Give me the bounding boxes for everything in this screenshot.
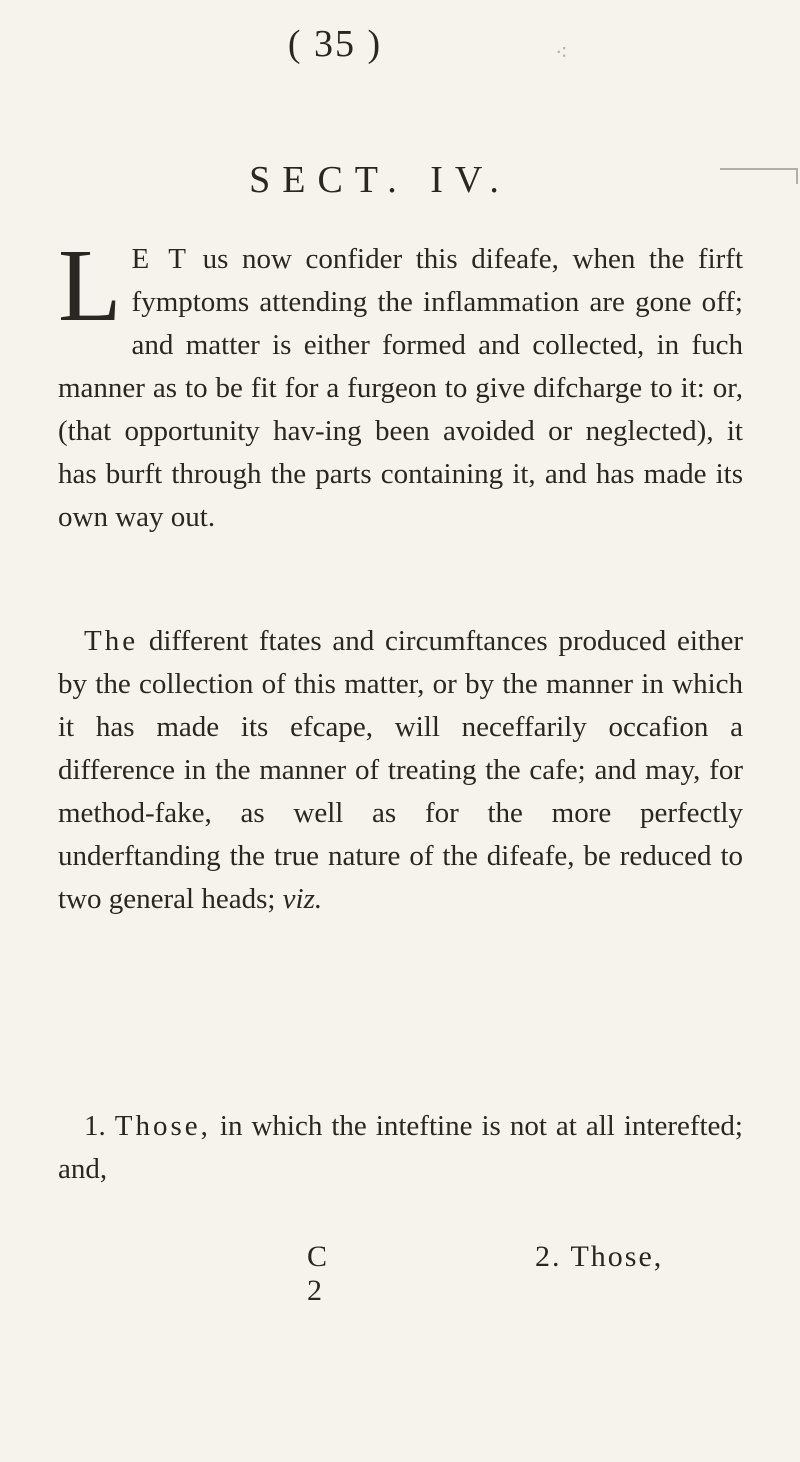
ink-smudge: ⁖	[555, 40, 568, 65]
paragraph-3-text: in which the inteftine is not at all interefted; and,	[58, 1110, 743, 1185]
paragraph-2	[58, 620, 743, 921]
paragraph-2-text: different ftates and circumftances produced either by the collection of this matter, or by the manner in which it has made its efcape, will neceffarily occafion a difference in the manner of treating the cafe; and may, for method-fake, as well as for the more perfectly underftanding the true nature of the difeafe, be reduced to two general heads;	[58, 625, 743, 915]
drop-cap: L	[58, 228, 122, 343]
section-title: SECT. IV.	[249, 159, 511, 201]
paragraph-2-lead: The	[84, 625, 139, 657]
paragraph-1-text: us now confider this difeafe, when the firft fymptoms attending the inflammation are gone off; and matter is either formed and collected, in fuch manner as to be fit for a furgeon to give difcharge to it: or, (that opportunity hav-ing been avoided or neglected), it has burft through the parts containing it, and has made its own way out.	[58, 243, 744, 533]
paragraph-3-lead: Those,	[114, 1110, 211, 1142]
paragraph-1-lead: E T	[131, 243, 190, 275]
corner-mark	[720, 168, 798, 184]
paragraph-2-viz: viz.	[282, 883, 323, 915]
list-number: 1.	[84, 1110, 106, 1142]
paragraph-3	[58, 1105, 743, 1191]
signature-mark: C 2	[307, 1240, 338, 1307]
paragraph-1	[58, 228, 744, 539]
catchword: 2. Those,	[535, 1240, 664, 1273]
page-number: ( 35 )	[287, 23, 383, 65]
